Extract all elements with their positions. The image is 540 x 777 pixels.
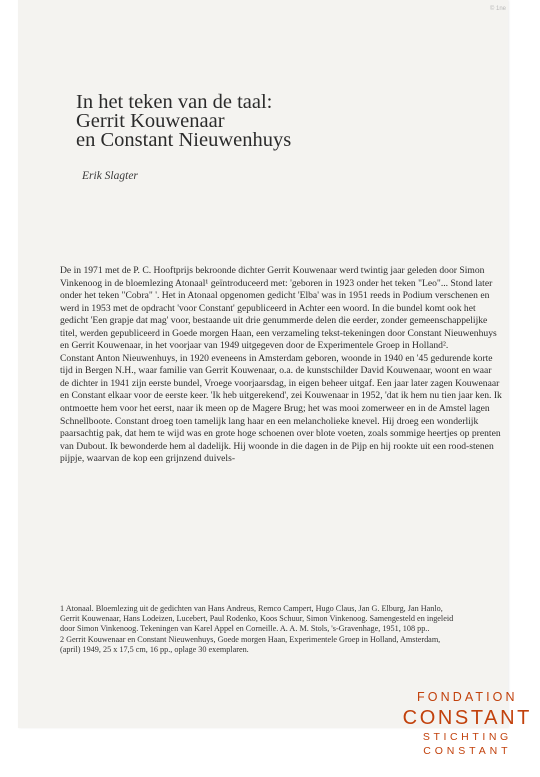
scanned-page	[18, 0, 508, 728]
logo-line-1: FONDATION	[417, 690, 518, 704]
footnotes	[60, 604, 460, 656]
footnote-2: 2 Gerrit Kouwenaar en Constant Nieuwenhuys, Goede morgen Haan, Experimentele Groep in Holland, Amsterdam, (april) 1949, 25 x 17,5 cm, 16 pp., oplage 30 exemplaren.	[60, 635, 441, 655]
body-paragraph-2: Constant Anton Nieuwenhuys, in 1920 eveneens in Amsterdam geboren, woonde in 1940 en '45 gedurende korte tijd in Bergen N.H., waar familie van Gerrit Kouwenaar, o.a. de kunstschilder David Kouwenaar, woont en waar de dichter in 1941 zijn eerste bundel, Vroege voorjaarsdag, in eigen beheer uitgaf. Een jaar later zagen Kouwenaar en Constant elkaar voor de eerste keer. 'Ik heb uitgerekend', zei Kouwenaar in 1952, 'dat ik hem nu tien jaar ken. Ik ontmoette hem voor het eerst, naar ik meen op de Magere Brug; het was mooi zomerweer en in de Amstel lagen Schnellboote. Constant droeg toen tamelijk lang haar en een melancholieke knevel. Hij droeg een wonderlijk paarsachtig pak, dat hem te wijd was en grote hoge schoenen over blote voeten, zoals sommige heertjes op prenten van Dubout. Ik bewonderde hem al dadelijk. Hij woonde in die dagen in de Pijp en hij rookte uit een rood-stenen pijpje, waarvan de kop een grijnzend duivels-	[60, 352, 502, 465]
fondation-constant-logo	[403, 691, 532, 757]
logo-line-2: CONSTANT	[402, 706, 532, 729]
logo-line-4: CONSTANT	[423, 745, 512, 757]
title-line-1: In het teken van de taal:	[76, 91, 273, 113]
page-corner-mark: © 1ne	[489, 6, 506, 12]
author-name: Erik Slagter	[82, 170, 138, 182]
body-paragraph-1: De in 1971 met de P. C. Hooftprijs bekroonde dichter Gerrit Kouwenaar werd twintig jaar geleden door Simon Vinkenoog in de bloemlezing Atonaal¹ geïntroduceerd met: 'geboren in 1923 onder het teken "Leo"... Stond later onder het teken "Cobra" '. Het in Atonaal opgenomen gedicht 'Elba' was in 1951 reeds in Podium verschenen en werd in 1953 met de opdracht 'voor Constant' gepubliceerd in Achter een woord. In die bundel komt ook het gedicht 'Een grapje dat mag' voor, bestaande uit drie genummerde delen die eerder, zonder gemeenschappelijke titel, werden gepubliceerd in Goede morgen Haan, een verzameling tekst-tekeningen door Constant Nieuwenhuys en Gerrit Kouwenaar, in het voorjaar van 1949 uitgegeven door de Experimentele Groep in Holland².	[60, 265, 497, 352]
article-body	[60, 265, 502, 466]
article-title	[76, 93, 291, 150]
footnote-1: 1 Atonaal. Bloemlezing uit de gedichten van Hans Andreus, Remco Campert, Hugo Claus, Jan G. Elburg, Jan Hanlo, Gerrit Kouwenaar, Hans Lodeizen, Lucebert, Paul Rodenko, Koos Schuur, Simon Vinkenoog. Samengesteld en ingeleid door Simon Vinkenoog. Tekeningen van Karel Appel en Corneille. A. A. M. Stols, 's-Gravenhage, 1951, 108 pp..	[60, 604, 454, 634]
title-line-2: Gerrit Kouwenaar	[76, 110, 225, 132]
logo-line-3: STICHTING	[422, 730, 512, 743]
title-line-3: en Constant Nieuwenhuys	[76, 129, 292, 151]
